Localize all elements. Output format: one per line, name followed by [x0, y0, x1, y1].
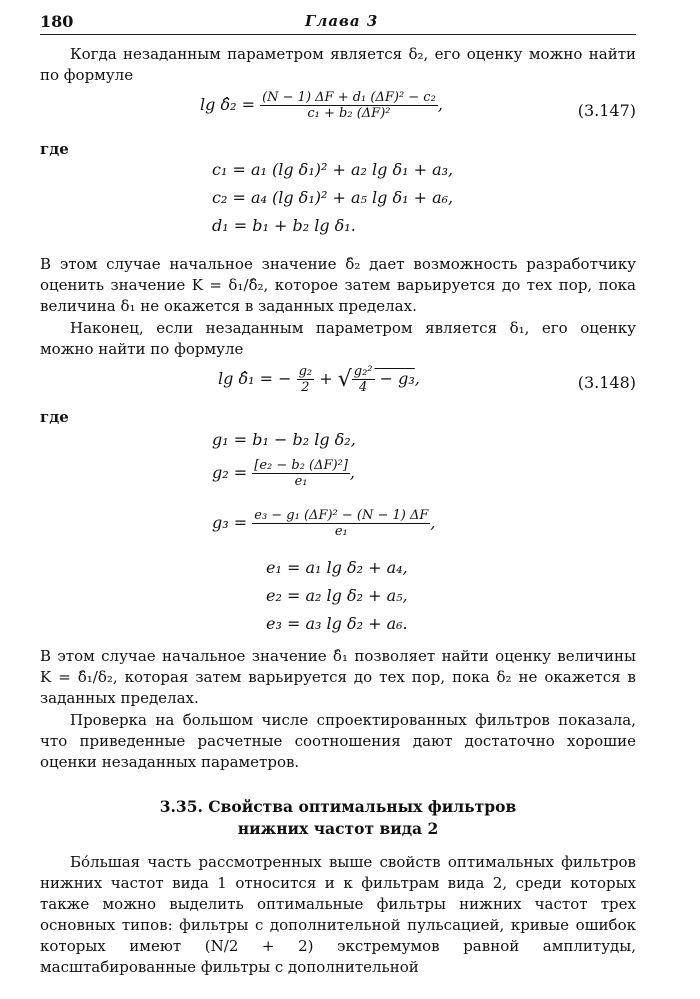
eq148-radicand [352, 364, 415, 395]
equation-d1: d₁ = b₁ + b₂ lg δ₁. [212, 216, 356, 235]
paragraph-3: Наконец, если незаданным параметром является δ₁, его оценку можно найти по формуле [40, 319, 636, 358]
paragraph-2: В этом случае начальное значение δ̂₂ дает возможность разработчику оценить значение K = δ₁/δ̂₂, которое затем варьируется до тех пор, пока величина δ₁ не окажется в заданных пределах. [40, 255, 636, 315]
eq148-radicand-tail: − g₃ [379, 369, 415, 388]
eq148-denominator: 2 [301, 380, 310, 395]
page-number: 180 [40, 12, 74, 31]
eq148-fraction [297, 364, 315, 395]
eq-g3-fraction [252, 508, 430, 539]
eq148-plus: + [319, 369, 333, 388]
eq-g3-numerator: e₃ − g₁ (ΔF)² − (N − 1) ΔF [254, 508, 429, 523]
section-heading-line-1: 3.35. Свойства оптимальных фильтров [159, 797, 517, 816]
equation-3-148 [218, 364, 420, 395]
eq-g3-denominator: e₁ [334, 524, 348, 539]
equation-number-3-148: (3.148) [577, 373, 636, 392]
eq147-denominator: c₁ + b₂ (ΔF)² [307, 106, 391, 121]
equation-g2 [212, 458, 355, 489]
eq-g2-fraction [252, 458, 350, 489]
eq-g2-denominator: e₁ [294, 474, 308, 489]
eq147-lhs: lg δ̂₂ = [200, 95, 255, 114]
equation-g1: g₁ = b₁ − b₂ lg δ₂, [212, 430, 356, 449]
equation-e2: e₂ = a₂ lg δ₂ + a₅, [266, 586, 408, 605]
chapter-title: Глава 3 [305, 12, 379, 30]
eq-g2-comma: , [349, 463, 355, 482]
section-heading-line-2: нижних частот вида 2 [237, 819, 439, 838]
eq-g3-lhs: g₃ = [212, 513, 248, 532]
paragraph-4: В этом случае начальное значение δ̂₁ позволяет найти оценку величины K = δ̂₁/δ₂, которая затем варьируется до тех пор, пока δ₂ не окажется в заданных пределах. [40, 647, 636, 707]
where-label-2: где [40, 408, 69, 426]
eq-g3-comma: , [430, 513, 436, 532]
eq147-comma: , [437, 95, 443, 114]
eq148-radicand-numerator: g₂² [353, 364, 373, 379]
eq-g2-numerator: [e₂ − b₂ (ΔF)²] [254, 458, 348, 473]
eq147-fraction [260, 90, 438, 121]
paragraph-1: Когда незаданным параметром является δ₂, его оценку можно найти по формуле [40, 45, 636, 84]
equation-c1: c₁ = a₁ (lg δ₁)² + a₂ lg δ₁ + a₃, [212, 160, 454, 179]
equation-3-147 [200, 90, 443, 121]
equation-number-3-147: (3.147) [577, 101, 636, 120]
eq148-numerator: g₂ [298, 364, 313, 379]
equation-g3 [212, 508, 435, 539]
equation-e3: e₃ = a₃ lg δ₂ + a₆. [266, 614, 408, 633]
eq148-lhs: lg δ̂₁ = − [218, 369, 292, 388]
sqrt-icon: √ [337, 367, 352, 392]
equation-c2: c₂ = a₄ (lg δ₁)² + a₅ lg δ₁ + a₆, [212, 188, 454, 207]
equation-e1: e₁ = a₁ lg δ₂ + a₄, [266, 558, 408, 577]
page-header [40, 6, 636, 35]
paragraph-5: Проверка на большом числе спроектированных фильтров показала, что приведенные расчетные соотношения дают достаточно хорошие оценки незаданных параметров. [40, 711, 636, 771]
where-label-1: где [40, 140, 69, 158]
eq148-comma: , [414, 369, 420, 388]
eq148-radicand-denominator: 4 [358, 380, 368, 395]
eq148-radicand-fraction [352, 364, 375, 395]
eq147-numerator: (N − 1) ΔF + d₁ (ΔF)² − c₂ [262, 90, 436, 105]
paragraph-6: Бо́льшая часть рассмотренных выше свойств оптимальных фильтров нижних частот вида 1 относится и к фильтрам вида 2, среди которых также можно выделить оптимальные фильтры нижних частот трех основных типов: фильтры с дополнительной пульсацией, кривые ошибок которых имеют (N/2 + 2) экстремумов равной амплитуды, масштабированные фильтры с дополнительной [40, 853, 636, 976]
eq-g2-lhs: g₂ = [212, 463, 248, 482]
